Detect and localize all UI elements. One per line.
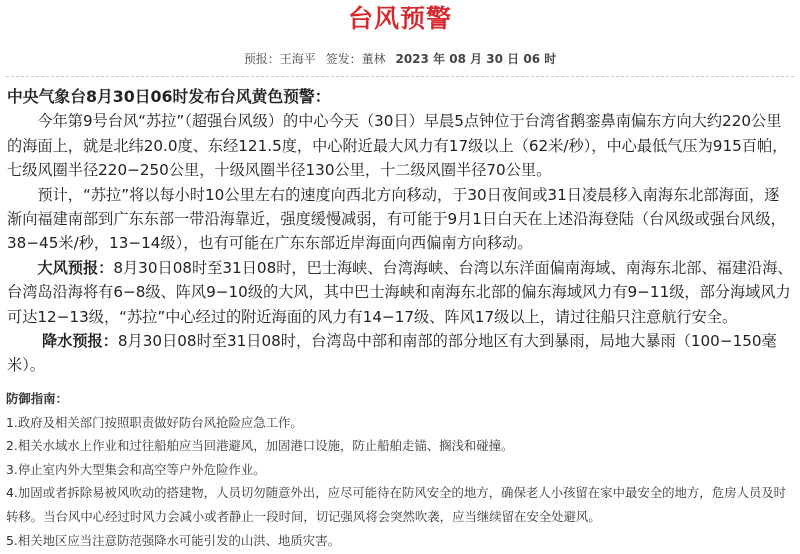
guide-item: 3.停止室内外大型集会和高空等户外危险作业。 — [6, 461, 266, 477]
forecaster-label: 预报： — [243, 52, 280, 66]
rain-forecast-paragraph — [7, 329, 793, 378]
defense-guide-title: 防御指南： — [6, 391, 68, 406]
guide-item: 4.加固或者拆除易被风吹动的搭建物，人员切勿随意外出，应尽可能待在防风安全的地方，确保老人小孩留在家中最安全的地方，危房人员及时转移。当台风中心经过时风力会减小或者静止一段时间，切记强风将会突然吹袭，应当继续留在安全处避风。 — [6, 485, 787, 524]
warning-headline: 中央气象台8月30日06时发布台风黄色预警： — [7, 87, 331, 106]
issuer-label: 签发： — [325, 52, 362, 66]
wind-forecast-paragraph — [7, 256, 793, 329]
issuer-info — [326, 52, 386, 66]
forecaster-info — [244, 52, 316, 66]
wind-forecast-label: 大风预报： — [37, 258, 114, 277]
guide-item: 5.相关地区应当注意防范强降水可能引发的山洪、地质灾害。 — [6, 532, 340, 548]
article-body — [7, 85, 793, 378]
typhoon-position-paragraph: 今年第9号台风“苏拉”（超强台风级）的中心今天（30日）早晨5点钟位于台湾省鹅銮鼻南偏东方向大约220公里的海面上，就是北纬20.0度、东经121.5度，中心附近最大风力有17级以上（62米/秒），中心最低气压为915百帕，七级风圈半径220−250公里，十级风圈半径130公里，十二级风圈半径70公里。 — [7, 112, 788, 180]
rain-forecast-label: 降水预报： — [41, 332, 118, 351]
page-title: 台风预警 — [347, 4, 452, 33]
guide-item: 2.相关水域水上作业和过往船舶应当回港避风，加固港口设施，防止船舶走锚、搁浅和碰撞。 — [6, 438, 514, 454]
issue-date: 2023 年 08 月 30 日 06 时 — [395, 52, 557, 66]
rain-forecast-text: 8月30日08时至31日08时，台湾岛中部和南部的部分地区有大到暴雨，局地大暴雨（100−150毫米）。 — [7, 332, 777, 375]
article-meta — [0, 50, 800, 68]
wind-forecast-text: 8月30日08时至31日08时，巴士海峡、台湾海峡、台湾以东洋面偏南海域、南海东北部、福建沿海、台湾岛沿海将有6−8级、阵风9−10级的大风，其中巴士海峡和南海东北部的偏东海域风力有9−11级，部分海域风力可达12−13级，“苏拉”中心经过的附近海面的风力有14−17级、阵风17级以上，请过往船只注意航行安全。 — [7, 258, 793, 326]
meta-divider — [6, 76, 794, 77]
typhoon-forecast-paragraph: 预计，“苏拉”将以每小时10公里左右的速度向西北方向移动，于30日夜间或31日凌晨移入南海东北部海面，逐渐向福建南部到广东东部一带沿海靠近，强度缓慢减弱，有可能于9月1日白天在上述沿海登陆（台风级或强台风级，38−45米/秒，13−14级），也有可能在广东东部近岸海面向西偏南方向移动。 — [7, 185, 786, 253]
guide-item: 1.政府及相关部门按照职责做好防台风抢险应急工作。 — [6, 414, 303, 430]
issuer-name: 董林 — [361, 52, 386, 66]
defense-guide — [6, 387, 794, 552]
forecaster-name: 王海平 — [279, 52, 316, 66]
